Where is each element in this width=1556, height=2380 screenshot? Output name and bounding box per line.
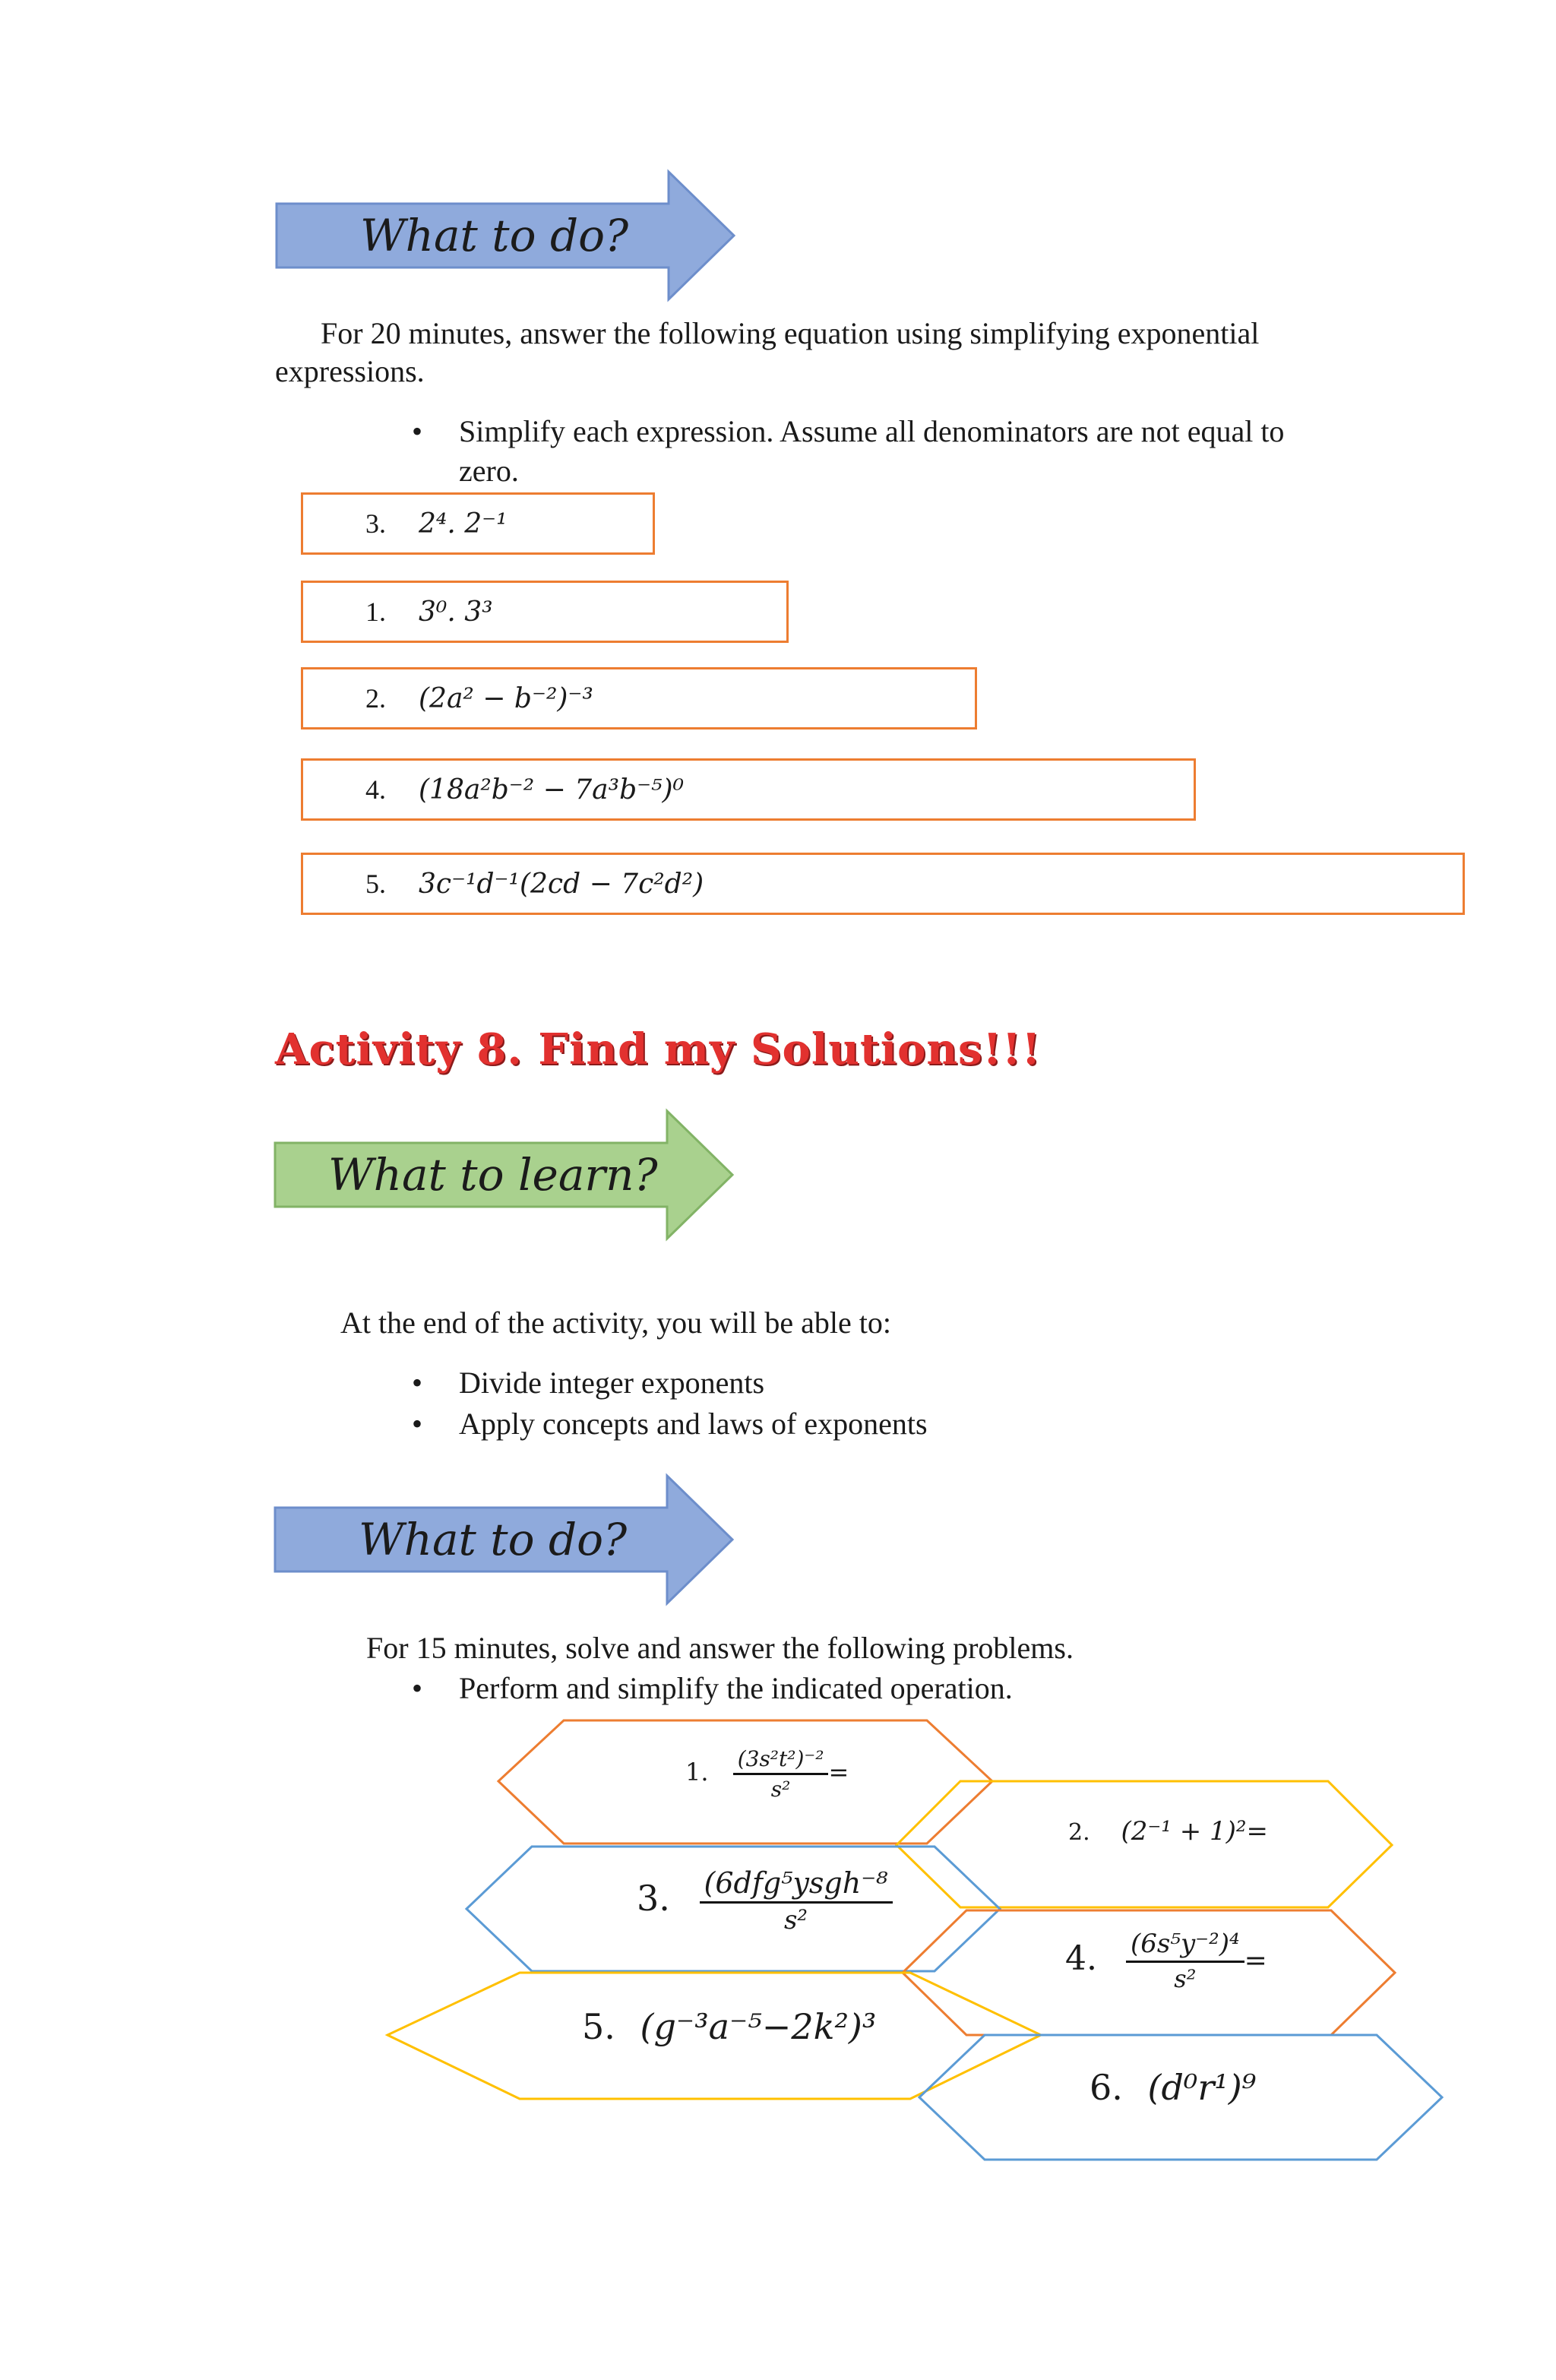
problem-2 <box>1068 1816 1268 1847</box>
problem-number: 5. <box>582 2006 615 2047</box>
bullet-line-1: Simplify each expression. Assume all denominators are not equal to <box>459 414 1285 448</box>
bullet-dot: • <box>412 1366 423 1400</box>
question-number: 5. <box>365 869 386 899</box>
problem-expression: (2⁻¹ + 1)²= <box>1121 1816 1269 1847</box>
bullet-text: Apply concepts and laws of exponents <box>459 1407 928 1441</box>
problem-4 <box>1065 1929 1267 1993</box>
question-expression: 3c⁻¹d⁻¹(2cd − 7c²d²) <box>419 868 704 900</box>
problem-5 <box>582 2006 876 2047</box>
learn-intro: At the end of the activity, you will be able to: <box>340 1306 891 1340</box>
denominator: s² <box>783 1905 808 1935</box>
problem-number: 1. <box>685 1758 709 1787</box>
problem-6 <box>1090 2067 1256 2108</box>
what-to-do-label-2: What to do? <box>359 1514 628 1565</box>
activity-title: Activity 8. Find my Solutions!!! <box>275 1024 1042 1074</box>
bullet-dot: • <box>412 1671 423 1705</box>
problem-fraction <box>733 1746 829 1802</box>
what-to-do-label: What to do? <box>360 210 629 261</box>
question-number: 3. <box>365 508 386 539</box>
denominator: s² <box>1174 1964 1197 1993</box>
problem-1 <box>685 1746 849 1802</box>
problem-expression: (g⁻³a⁻⁵−2k²)³ <box>640 2006 877 2047</box>
bullet-dot: • <box>412 414 423 448</box>
question-expression: 2⁴. 2⁻¹ <box>419 508 508 540</box>
equals-sign: = <box>1244 1945 1267 1976</box>
bullet-dot: • <box>412 1407 423 1441</box>
denominator: s² <box>770 1777 791 1802</box>
instruction-line-1: For 20 minutes, answer the following equation using simplifying exponential <box>321 316 1260 350</box>
question-expression: (18a²b⁻² − 7a³b⁻⁵)⁰ <box>419 774 685 805</box>
numerator: (6dfg⁵ysgh⁻⁸ <box>700 1866 893 1904</box>
problem-fraction <box>700 1866 893 1935</box>
problem-number: 4. <box>1065 1939 1097 1978</box>
bullet-line-2: zero. <box>459 454 519 488</box>
bullet-text: Perform and simplify the indicated operation. <box>459 1671 1013 1705</box>
numerator: (6s⁵y⁻²)⁴ <box>1126 1929 1244 1963</box>
problem-number: 6. <box>1090 2067 1123 2108</box>
problem-expression: (d⁰r¹)⁹ <box>1147 2067 1257 2108</box>
equals-sign: = <box>828 1758 849 1787</box>
question-number: 1. <box>365 597 386 627</box>
question-number: 2. <box>365 683 386 714</box>
task-intro: For 15 minutes, solve and answer the following problems. <box>366 1631 1074 1665</box>
numerator: (3s²t²)⁻² <box>733 1746 829 1775</box>
problem-fraction <box>1126 1929 1244 1993</box>
instruction-line-2: expressions. <box>275 354 425 388</box>
problem-number: 2. <box>1068 1819 1090 1846</box>
question-expression: 3⁰. 3³ <box>419 596 493 628</box>
problem-3 <box>637 1866 893 1935</box>
bullet-text: Divide integer exponents <box>459 1366 765 1400</box>
question-number: 4. <box>365 774 386 805</box>
problem-number: 3. <box>637 1877 670 1919</box>
question-expression: (2a² − b⁻²)⁻³ <box>419 682 593 714</box>
what-to-learn-label: What to learn? <box>328 1149 658 1201</box>
